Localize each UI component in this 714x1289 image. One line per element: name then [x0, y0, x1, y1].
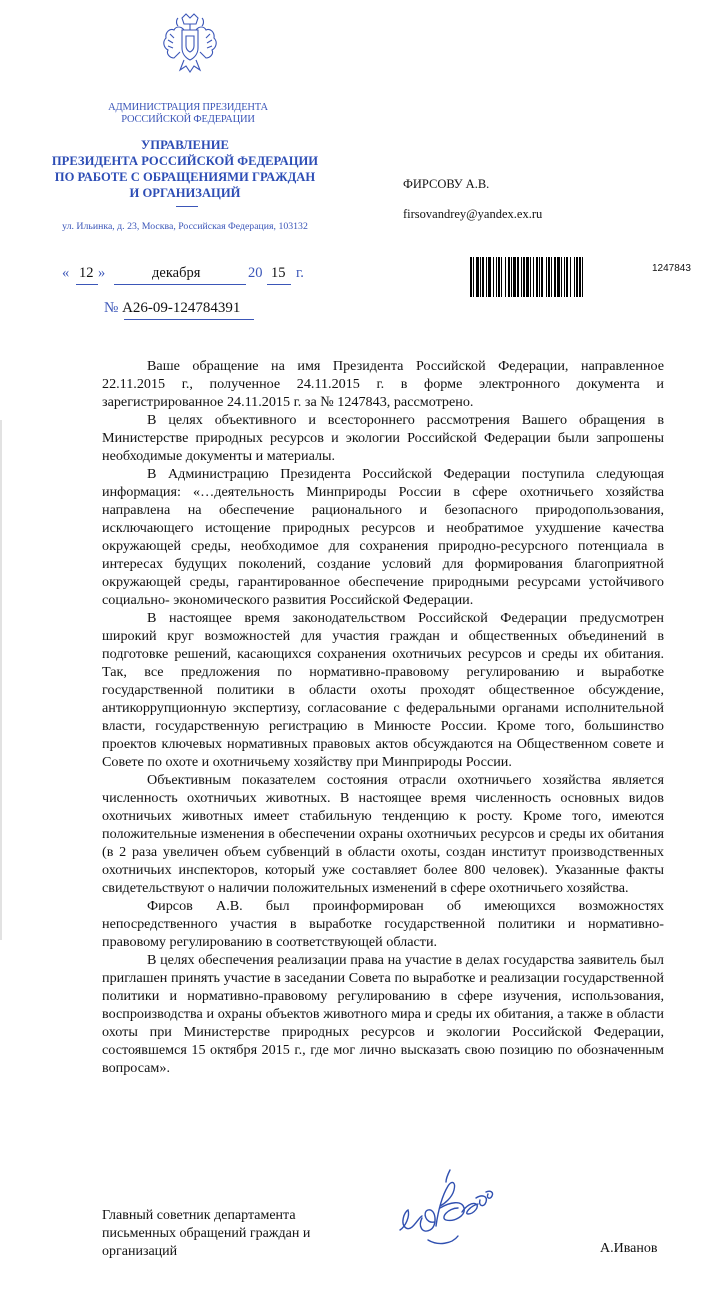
letter-body	[102, 357, 664, 1077]
date-open-quote: «	[62, 265, 70, 281]
page-edge-shadow	[0, 420, 2, 940]
dept-line-4: И ОРГАНИЗАЦИЙ	[129, 186, 241, 200]
year-underline	[267, 284, 291, 285]
body-paragraph-2: В целях объективного и всестороннего рассмотрения Вашего обращения в Министерстве природных ресурсов и экологии Российской Федерации были запрошены необходимые документы и материалы.	[102, 412, 664, 464]
body-paragraph-5: Объективным показателем состояния отрасли охотничьего хозяйства является численность охотничьих животных. В настоящее время численность основных видов охотничьих животных имеет стабильную тенденцию к росту. Кроме того, имеются положительные изменения в обеспечении охраны охотничьих ресурсов и среды их обитания (в 2 раза увеличен объем субвенций в области охоты, создан институт производственных охотничьих инспекторов, который уже составляет более 800 человек). Указанные факты свидетельствуют о наличии положительных изменений в сфере охотничьего хозяйства.	[102, 772, 664, 896]
body-paragraph-4: В настоящее время законодательством Российской Федерации предусмотрен широкий круг возможностей для участия граждан и общественных объединений в подготовке решений, касающихся сохранения охотничьих ресурсов и среды их обитания. Так, все предложения по нормативно-правовому регулированию и выработке государственной политики в области охоты проходят общественное обсуждение, антикоррупционную экспертизу, согласование с федеральными органами исполнительной власти, государственную регистрацию в Минюсте России. Кроме того, большинство проектов ключевых нормативных правовых актов обсуждаются на Общественном совете и Совете по охоте и охотничьему хозяйству при Минприроды России.	[102, 610, 664, 770]
date-month: декабря	[152, 265, 201, 281]
number-sign: №	[104, 300, 119, 316]
signatory-title-line-3: организаций	[102, 1244, 178, 1259]
department-name	[40, 137, 330, 201]
day-underline	[76, 284, 98, 285]
body-paragraph-3: В Администрацию Президента Российской Федерации поступила следующая информация: «…деятельность Минприроды России в сфере охотничьего хозяйства направлена на обеспечение рационального и безопасного природопользования, исключающего истощение природных ресурсов и необратимое ухудшение качества окружающей среды, необходимое для сохранения природно-ресурсного потенциала в интересах будущих поколений, создание условий для формирования благоприятной окружающей среды, гарантированное обеспечение природными ресурсами устойчивого социально- экономического развития Российской Федерации.	[102, 466, 664, 608]
body-paragraph-7: В целях обеспечения реализации права на участие в делах государства заявитель был приглашен принять участие в заседании Совета по выработке и реализации государственной политики и нормативно-правовому регулированию в сфере изучения, использования, воспроизводства и охраны объектов животного мира и среды их обитания, а также в области охоты при Министерстве природных ресурсов и экологии Российской Федерации, состоявшемся 15 октября 2015 г., где мог лично высказать свою позицию по обозначенным вопросам».	[102, 952, 664, 1076]
signatory-title	[102, 1207, 310, 1261]
recipient-email: firsovandrey@yandex.ex.ru	[403, 207, 543, 221]
signatory-title-line-1: Главный советник департамента	[102, 1208, 296, 1223]
dept-line-3: ПО РАБОТЕ С ОБРАЩЕНИЯМИ ГРАЖДАН	[54, 170, 316, 184]
letterhead-divider	[176, 206, 198, 207]
date-year-prefix: 20	[248, 265, 263, 281]
recipient-name: ФИРСОВУ А.В.	[403, 177, 490, 191]
date-day: 12	[79, 265, 94, 281]
org-line-2: РОССИЙСКОЙ ФЕДЕРАЦИИ	[121, 114, 255, 125]
document-date	[62, 265, 322, 285]
date-year-suffix: 15	[271, 265, 286, 281]
handwritten-signature	[388, 1160, 508, 1260]
barcode	[470, 257, 642, 297]
signatory-name: А.Иванов	[600, 1241, 658, 1256]
number-underline	[124, 319, 254, 320]
administration-name	[88, 102, 288, 126]
signatory-title-line-2: письменных обращений граждан и	[102, 1226, 311, 1241]
letterhead-address: ул. Ильинка, д. 23, Москва, Российская Федерация, 103132	[62, 221, 308, 232]
month-underline	[114, 284, 246, 285]
date-year-abbr: г.	[296, 265, 304, 281]
dept-line-2: ПРЕЗИДЕНТА РОССИЙСКОЙ ФЕДЕРАЦИИ	[51, 154, 319, 168]
coat-of-arms-icon	[160, 12, 220, 76]
barcode-bar	[583, 257, 585, 297]
body-paragraph-6: Фирсов А.В. был проинформирован об имеющихся возможностях непосредственного участия в выработке государственной политики и нормативно-правовому регулированию в соответствующей области.	[102, 898, 664, 950]
body-paragraph-1: Ваше обращение на имя Президента Российской Федерации, направленное 22.11.2015 г., полученное 24.11.2015 г. в форме электронного документа и зарегистрированное 24.11.2015 г. за № 1247843, рассмотрено.	[102, 358, 664, 410]
document-number	[104, 300, 240, 317]
number-value: А26-09-124784391	[122, 300, 241, 316]
barcode-number: 1247843	[652, 263, 691, 274]
org-line-1: АДМИНИСТРАЦИЯ ПРЕЗИДЕНТА	[108, 102, 268, 113]
dept-line-1: УПРАВЛЕНИЕ	[141, 138, 229, 152]
date-close-quote: »	[98, 265, 106, 281]
